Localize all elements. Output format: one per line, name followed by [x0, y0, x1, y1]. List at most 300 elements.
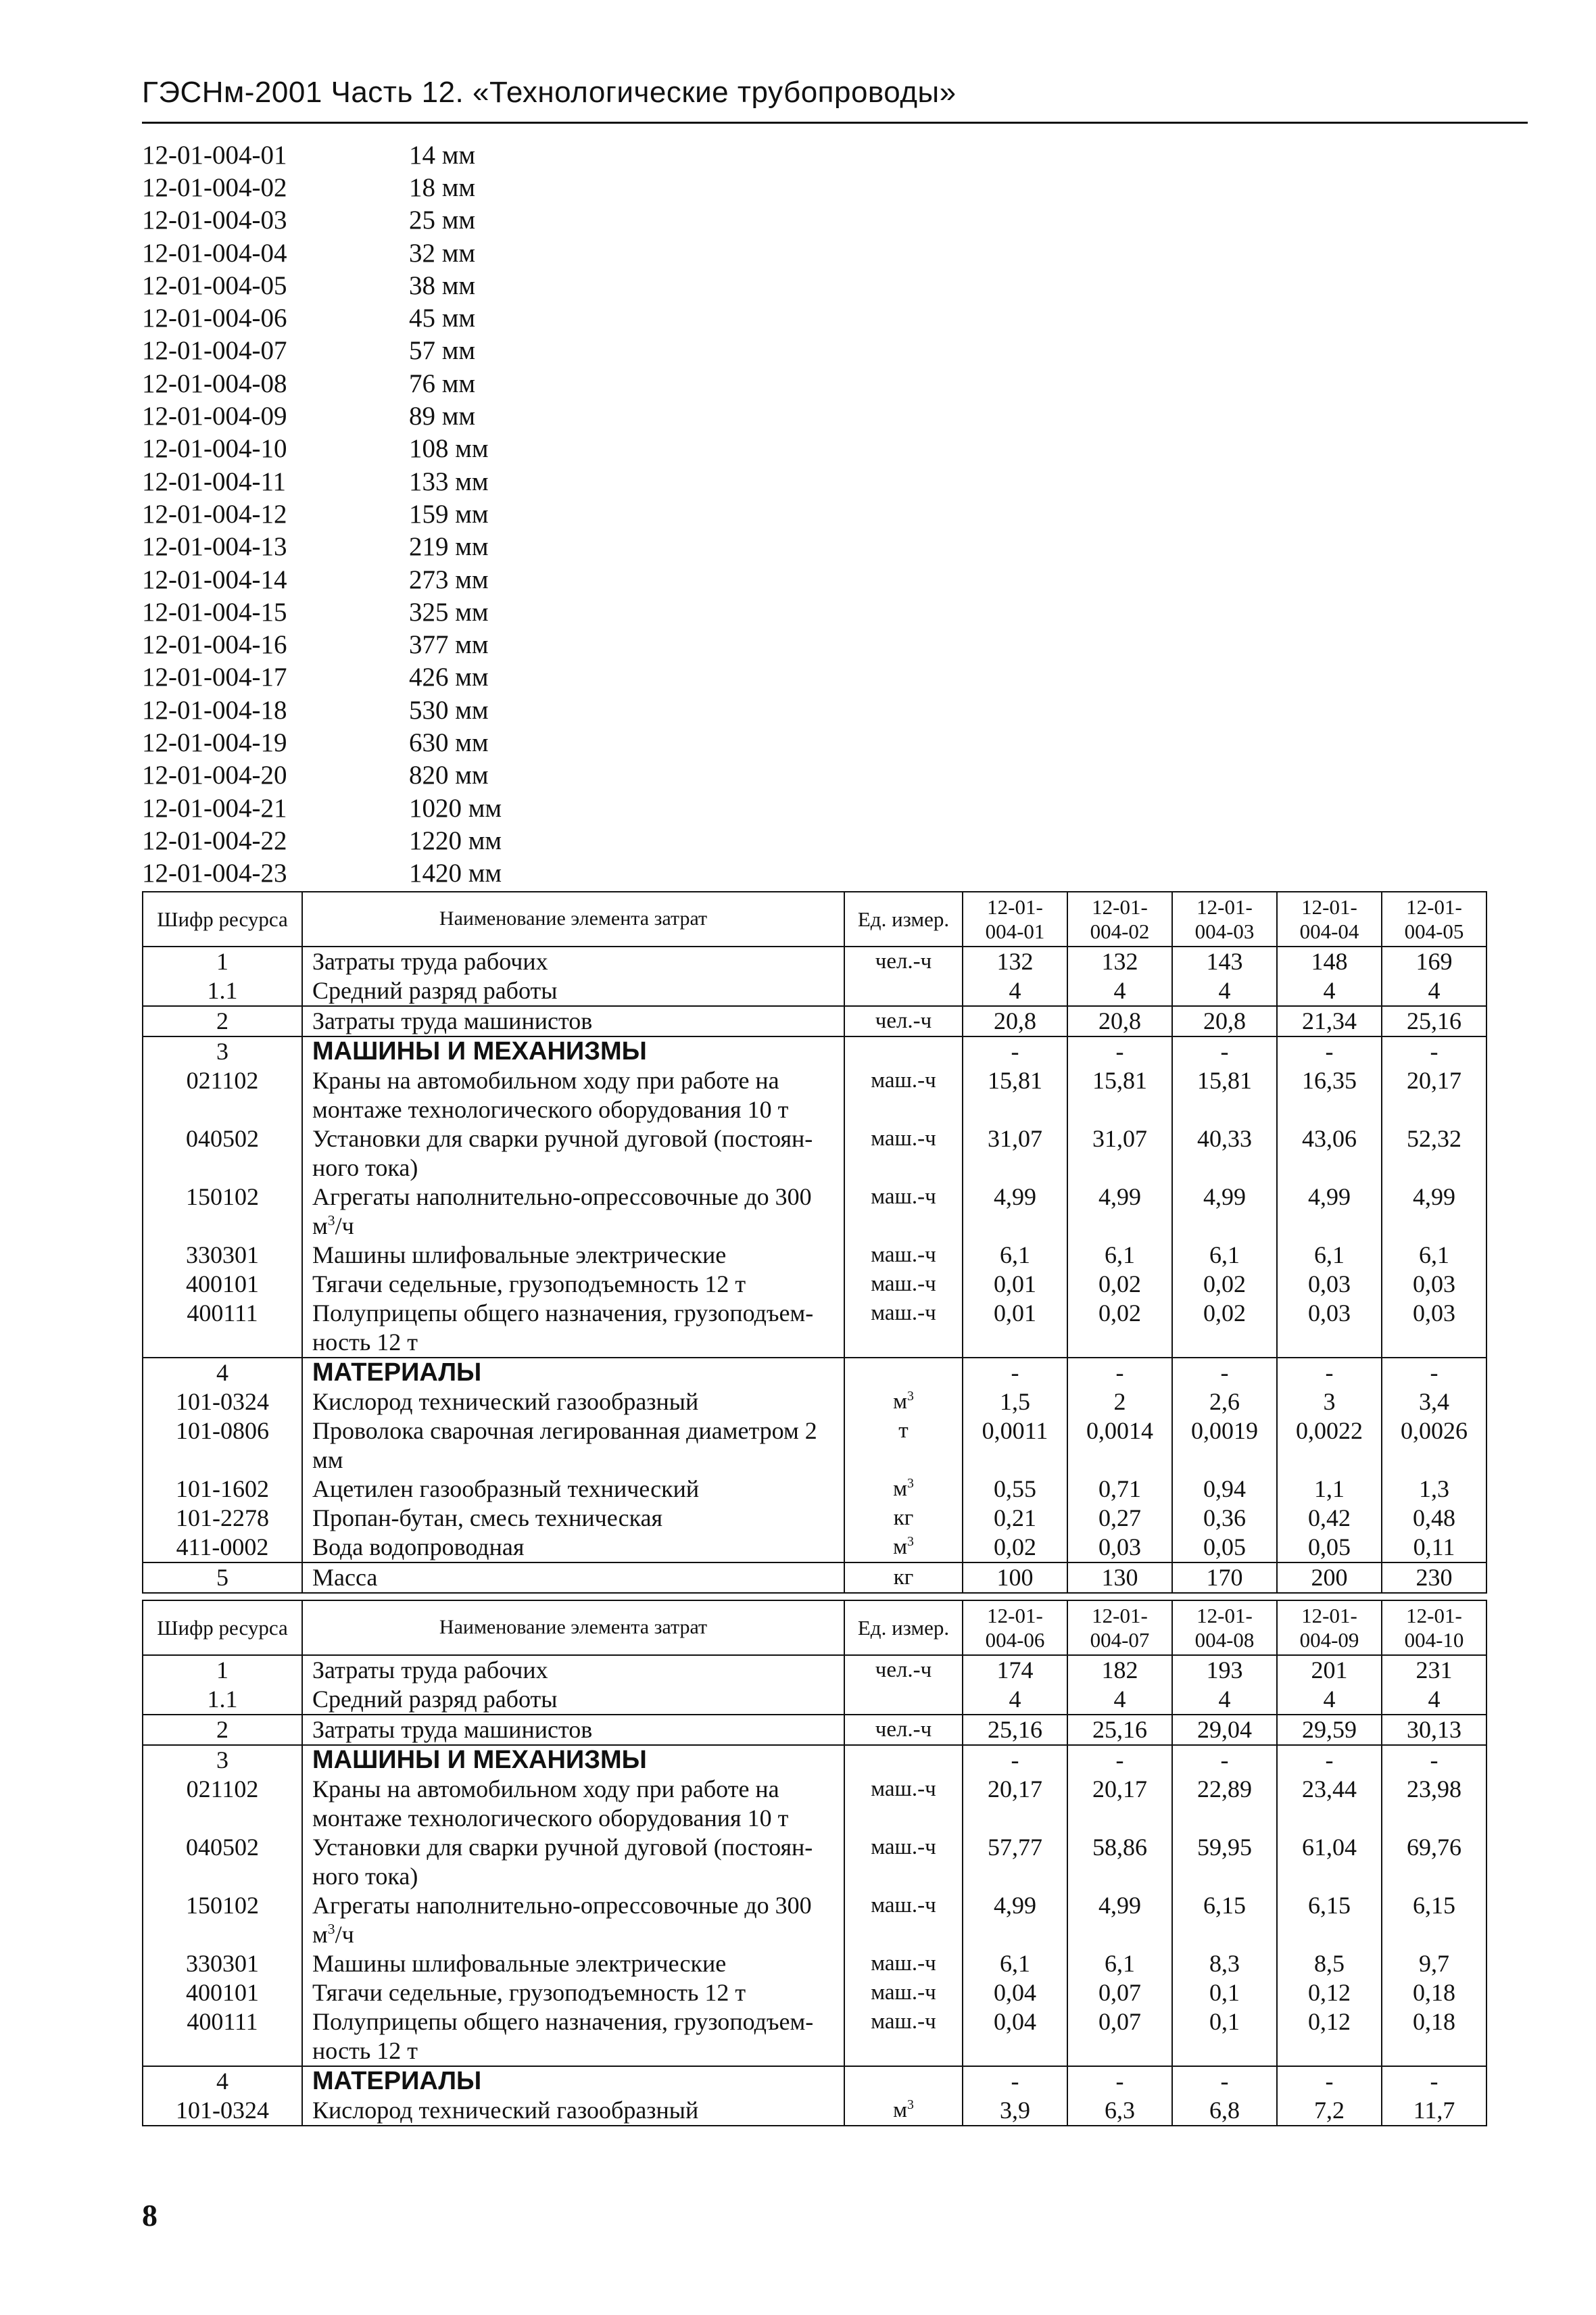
- unit-of-measure: [844, 1036, 963, 1066]
- unit-of-measure: [844, 1504, 963, 1533]
- norm-value: 0,0011: [963, 1416, 1067, 1475]
- norm-code: 12-01-004-12: [142, 499, 287, 529]
- code-list-item: [142, 367, 612, 400]
- norm-value: 0,03: [1382, 1270, 1486, 1299]
- unit-exponent: 3: [907, 1389, 914, 1404]
- header-unit: Ед. измер.: [844, 892, 963, 947]
- norm-value: 23,98: [1382, 1775, 1486, 1833]
- element-name: [302, 1387, 844, 1416]
- norm-column-line2: 004-02: [1090, 919, 1150, 943]
- norm-value: 4: [1172, 1685, 1277, 1715]
- cost-table-1: [142, 891, 1487, 1594]
- norm-value: 6,1: [1172, 1241, 1277, 1270]
- norm-value: -: [1277, 1358, 1382, 1387]
- norm-value: 231: [1382, 1655, 1486, 1685]
- norm-value: 0,1: [1172, 1978, 1277, 2007]
- element-name: [302, 1358, 844, 1387]
- unit-text: чел.-ч: [875, 1717, 932, 1742]
- norm-column-line2: 004-09: [1299, 1627, 1359, 1652]
- norm-value: 0,03: [1067, 1533, 1172, 1562]
- norm-value: 6,1: [963, 1241, 1067, 1270]
- norm-value: 59,95: [1172, 1833, 1277, 1891]
- element-name-line: ность 12 т: [312, 2037, 418, 2065]
- norm-code: 12-01-004-10: [142, 434, 287, 464]
- norm-code: 12-01-004-20: [142, 761, 287, 790]
- norm-value: 11,7: [1382, 2096, 1486, 2126]
- element-name: [302, 2096, 844, 2126]
- table-row: [143, 1715, 1486, 1745]
- resource-code: 400101: [143, 1978, 302, 2007]
- table-row: [143, 1475, 1486, 1504]
- pipe-diameter: 25 мм: [409, 206, 476, 235]
- element-name: [302, 1241, 844, 1270]
- code-list-item: [142, 237, 612, 269]
- norm-value: 4: [1067, 1685, 1172, 1715]
- resource-code: 400111: [143, 2007, 302, 2066]
- norm-value: 4,99: [1277, 1183, 1382, 1241]
- element-name: [302, 2066, 844, 2096]
- norm-value: 25,16: [1067, 1715, 1172, 1745]
- code-list-item: [142, 726, 612, 759]
- norm-value: 6,8: [1172, 2096, 1277, 2126]
- norm-value: -: [1277, 2066, 1382, 2096]
- unit-text: маш.-ч: [871, 1951, 936, 1976]
- element-name: [302, 976, 844, 1006]
- unit-of-measure: [844, 1066, 963, 1124]
- unit-of-measure: [844, 1562, 963, 1593]
- element-name-line: Ацетилен газообразный технический: [312, 1475, 700, 1503]
- unit-of-measure: [844, 1775, 963, 1833]
- norm-value: 25,16: [963, 1715, 1067, 1745]
- element-name: [302, 1066, 844, 1124]
- norm-value: 0,0026: [1382, 1416, 1486, 1475]
- norm-value: 0,0014: [1067, 1416, 1172, 1475]
- norm-code: 12-01-004-21: [142, 793, 287, 823]
- element-name-line: Пропан-бутан, смесь техническая: [312, 1504, 663, 1532]
- element-name: [302, 1978, 844, 2007]
- code-list-item: [142, 400, 612, 432]
- code-list-item: [142, 171, 612, 204]
- pipe-diameter: 57 мм: [409, 336, 476, 366]
- norm-code: 12-01-004-11: [142, 467, 287, 496]
- norm-value: 0,21: [963, 1504, 1067, 1533]
- norm-value: -: [1382, 1358, 1486, 1387]
- resource-code: 1.1: [143, 976, 302, 1006]
- norm-value: 0,1: [1172, 2007, 1277, 2066]
- norm-value: 29,04: [1172, 1715, 1277, 1745]
- element-name-line: ного тока): [312, 1863, 418, 1890]
- unit-of-measure: [844, 2066, 963, 2096]
- element-name-line: Тягачи седельные, грузоподъемность 12 т: [312, 1979, 746, 2007]
- unit-text: маш.-ч: [871, 1980, 936, 2005]
- table-row: [143, 1066, 1486, 1124]
- code-list-item: [142, 661, 612, 694]
- table-row: [143, 1183, 1486, 1241]
- unit-exponent: 3: [327, 1921, 335, 1938]
- header-norm-column: [1172, 892, 1277, 947]
- unit-of-measure: [844, 2096, 963, 2126]
- element-name-line: Масса: [312, 1564, 378, 1592]
- norm-value: 3,9: [963, 2096, 1067, 2126]
- norm-value: 57,77: [963, 1833, 1067, 1891]
- pipe-diameter: 325 мм: [409, 597, 489, 627]
- norm-value: 3,4: [1382, 1387, 1486, 1416]
- pipe-diameter: 38 мм: [409, 270, 476, 300]
- norm-value: -: [1382, 2066, 1486, 2096]
- code-list-item: [142, 792, 612, 824]
- norm-value: -: [1067, 1745, 1172, 1775]
- table-row: [143, 1775, 1486, 1833]
- unit-text: маш.-ч: [871, 1068, 936, 1093]
- pipe-diameter: 820 мм: [409, 761, 489, 790]
- resource-code: 1: [143, 947, 302, 976]
- resource-code: 400101: [143, 1270, 302, 1299]
- norm-code: 12-01-004-18: [142, 695, 287, 725]
- resource-code: 1.1: [143, 1685, 302, 1715]
- norm-value: 4: [1382, 976, 1486, 1006]
- unit-of-measure: [844, 1655, 963, 1685]
- norm-value: 170: [1172, 1562, 1277, 1593]
- resource-code: 150102: [143, 1183, 302, 1241]
- norm-value: 4: [1172, 976, 1277, 1006]
- table-header-row: [143, 1600, 1486, 1655]
- pipe-diameter: 219 мм: [409, 532, 489, 562]
- unit-of-measure: [844, 1533, 963, 1562]
- norm-code: 12-01-004-19: [142, 727, 287, 757]
- element-name: [302, 1891, 844, 1949]
- code-list-item: [142, 531, 612, 563]
- header-norm-column: [1277, 1600, 1382, 1655]
- resource-code: 4: [143, 2066, 302, 2096]
- element-name: [302, 1715, 844, 1745]
- norm-value: 143: [1172, 947, 1277, 976]
- unit-text: чел.-ч: [875, 1658, 932, 1683]
- norm-column-line2: 004-05: [1404, 919, 1464, 943]
- element-name-line: [312, 1212, 840, 1241]
- norm-value: 40,33: [1172, 1124, 1277, 1183]
- table-row: [143, 1416, 1486, 1475]
- norm-code: 12-01-004-13: [142, 532, 287, 562]
- norm-value: 2: [1067, 1387, 1172, 1416]
- unit-text: маш.-ч: [871, 1893, 936, 1918]
- norm-value: 52,32: [1382, 1124, 1486, 1183]
- norm-value: 15,81: [1067, 1066, 1172, 1124]
- table-row: [143, 1685, 1486, 1715]
- header-norm-column: [1067, 1600, 1172, 1655]
- unit-text: м: [893, 1477, 907, 1502]
- unit-text: маш.-ч: [871, 1272, 936, 1297]
- norm-value: 0,02: [1172, 1299, 1277, 1358]
- norm-value: 23,44: [1277, 1775, 1382, 1833]
- code-list-item: [142, 465, 612, 498]
- norm-code: 12-01-004-02: [142, 172, 287, 202]
- resource-code: 101-0324: [143, 1387, 302, 1416]
- header-unit: Ед. измер.: [844, 1600, 963, 1655]
- norm-value: 21,34: [1277, 1006, 1382, 1036]
- norm-value: 4,99: [1067, 1891, 1172, 1949]
- resource-code: 040502: [143, 1124, 302, 1183]
- norm-value: 43,06: [1277, 1124, 1382, 1183]
- norm-value: 4,99: [963, 1891, 1067, 1949]
- element-name-line: Затраты труда рабочих: [312, 948, 548, 976]
- header-norm-column: [963, 1600, 1067, 1655]
- norm-value: 0,11: [1382, 1533, 1486, 1562]
- element-name-line: Краны на автомобильном ходу при работе на: [312, 1775, 779, 1803]
- element-name: [302, 1655, 844, 1685]
- norm-code: 12-01-004-17: [142, 663, 287, 692]
- norm-value: 100: [963, 1562, 1067, 1593]
- norm-value: 0,0022: [1277, 1416, 1382, 1475]
- unit-of-measure: [844, 1183, 963, 1241]
- norm-value: 0,48: [1382, 1504, 1486, 1533]
- code-list-item: [142, 824, 612, 857]
- norm-code: 12-01-004-23: [142, 859, 287, 888]
- element-name-line: Затраты труда машинистов: [312, 1716, 593, 1744]
- element-name-line: Затраты труда машинистов: [312, 1007, 593, 1035]
- header-norm-column: [1067, 892, 1172, 947]
- unit-of-measure: [844, 1241, 963, 1270]
- norm-value: 6,1: [1277, 1241, 1382, 1270]
- element-name-line: Кислород технический газообразный: [312, 2097, 699, 2124]
- table-row: [143, 2007, 1486, 2066]
- resource-code: 2: [143, 1715, 302, 1745]
- unit-of-measure: [844, 2007, 963, 2066]
- element-name-line: Агрегаты наполнительно-опрессовочные до 300: [312, 1183, 812, 1211]
- norm-value: -: [1067, 1036, 1172, 1066]
- unit-of-measure: [844, 1715, 963, 1745]
- element-name-line: Средний разряд работы: [312, 977, 558, 1005]
- code-list-item: [142, 204, 612, 237]
- norm-value: 69,76: [1382, 1833, 1486, 1891]
- norm-value: -: [1382, 1745, 1486, 1775]
- norm-code: 12-01-004-06: [142, 304, 287, 333]
- element-name-line: мм: [312, 1446, 343, 1474]
- code-list-item: [142, 139, 612, 171]
- element-name: [302, 1124, 844, 1183]
- unit-of-measure: [844, 1891, 963, 1949]
- table-row: [143, 1036, 1486, 1066]
- norm-value: 0,71: [1067, 1475, 1172, 1504]
- norm-column-line2: 004-10: [1404, 1627, 1464, 1652]
- norm-value: 0,36: [1172, 1504, 1277, 1533]
- norm-value: 1,3: [1382, 1475, 1486, 1504]
- norm-column-line1: 12-01-: [1092, 895, 1148, 919]
- code-list-item: [142, 335, 612, 367]
- header-norm-column: [963, 892, 1067, 947]
- norm-column-line1: 12-01-: [1301, 1604, 1357, 1627]
- unit-of-measure: [844, 1270, 963, 1299]
- header-norm-column: [1277, 892, 1382, 947]
- unit-of-measure: [844, 1387, 963, 1416]
- norm-value: 0,03: [1277, 1299, 1382, 1358]
- element-name-line: Установки для сварки ручной дуговой (постоян-: [312, 1834, 813, 1861]
- norm-value: 6,15: [1277, 1891, 1382, 1949]
- norm-value: 0,94: [1172, 1475, 1277, 1504]
- unit-of-measure: [844, 1475, 963, 1504]
- code-list-item: [142, 694, 612, 726]
- element-name-line: [312, 1920, 840, 1949]
- norm-value: 8,5: [1277, 1949, 1382, 1978]
- element-name-line: МАШИНЫ И МЕХАНИЗМЫ: [312, 1746, 647, 1775]
- unit-text: м: [893, 1389, 907, 1414]
- element-name: [302, 1685, 844, 1715]
- norm-value: -: [1067, 2066, 1172, 2096]
- unit-text: м: [893, 1535, 907, 1560]
- table-row: [143, 947, 1486, 976]
- table-row: [143, 1533, 1486, 1562]
- table-row: [143, 976, 1486, 1006]
- element-name: [302, 1533, 844, 1562]
- norm-value: 132: [1067, 947, 1172, 976]
- norm-value: 20,8: [963, 1006, 1067, 1036]
- norm-value: 15,81: [1172, 1066, 1277, 1124]
- code-list-item: [142, 857, 612, 890]
- element-name-line: МАТЕРИАЛЫ: [312, 1358, 482, 1387]
- norm-value: 31,07: [963, 1124, 1067, 1183]
- norm-value: -: [963, 1745, 1067, 1775]
- table-row: [143, 1124, 1486, 1183]
- page-header: ГЭСНм-2001 Часть 12. «Технологические трубопроводы»: [142, 76, 957, 109]
- norm-value: 20,8: [1172, 1006, 1277, 1036]
- resource-code: 040502: [143, 1833, 302, 1891]
- norm-value: 31,07: [1067, 1124, 1172, 1183]
- norm-value: 15,81: [963, 1066, 1067, 1124]
- norm-value: 0,02: [1067, 1299, 1172, 1358]
- norm-column-line2: 004-03: [1194, 919, 1255, 943]
- norm-value: 30,13: [1382, 1715, 1486, 1745]
- table-row: [143, 1387, 1486, 1416]
- resource-code: 021102: [143, 1066, 302, 1124]
- header-element-name: Наименование элемента затрат: [302, 892, 844, 947]
- norm-value: 132: [963, 947, 1067, 976]
- norm-value: 0,55: [963, 1475, 1067, 1504]
- code-list-item: [142, 269, 612, 302]
- norm-value: 20,17: [1382, 1066, 1486, 1124]
- pipe-diameter: 426 мм: [409, 663, 489, 692]
- unit-letter: м: [312, 1921, 328, 1949]
- norm-value: 130: [1067, 1562, 1172, 1593]
- element-name: [302, 1504, 844, 1533]
- norm-value: 0,02: [1067, 1270, 1172, 1299]
- resource-code: 101-2278: [143, 1504, 302, 1533]
- unit-of-measure: [844, 1006, 963, 1036]
- element-name-line: Кислород технический газообразный: [312, 1388, 699, 1416]
- norm-value: 9,7: [1382, 1949, 1486, 1978]
- unit-text: маш.-ч: [871, 1777, 936, 1802]
- element-name-line: Краны на автомобильном ходу при работе на: [312, 1067, 779, 1095]
- norm-value: 2,6: [1172, 1387, 1277, 1416]
- unit-of-measure: [844, 1978, 963, 2007]
- code-list-item: [142, 302, 612, 334]
- pipe-diameter: 1020 мм: [409, 793, 502, 823]
- norm-value: 0,12: [1277, 1978, 1382, 2007]
- element-name: [302, 1475, 844, 1504]
- norm-value: -: [1277, 1745, 1382, 1775]
- resource-code: 150102: [143, 1891, 302, 1949]
- resource-code: 330301: [143, 1241, 302, 1270]
- norm-value: 200: [1277, 1562, 1382, 1593]
- element-name-line: Тягачи седельные, грузоподъемность 12 т: [312, 1270, 746, 1298]
- table-row: [143, 1978, 1486, 2007]
- norm-value: 193: [1172, 1655, 1277, 1685]
- table-row: [143, 1562, 1486, 1593]
- norm-value: -: [1172, 1358, 1277, 1387]
- resource-code: 4: [143, 1358, 302, 1387]
- norm-value: 16,35: [1277, 1066, 1382, 1124]
- norm-value: 4: [963, 1685, 1067, 1715]
- norm-column-line1: 12-01-: [1196, 1604, 1253, 1627]
- norm-value: -: [1172, 1036, 1277, 1066]
- norm-value: 6,3: [1067, 2096, 1172, 2126]
- norm-value: -: [963, 2066, 1067, 2096]
- header-norm-column: [1172, 1600, 1277, 1655]
- norm-value: 20,17: [1067, 1775, 1172, 1833]
- norm-value: 20,17: [963, 1775, 1067, 1833]
- element-name-line: Машины шлифовальные электрические: [312, 1950, 727, 1978]
- pipe-diameter: 1420 мм: [409, 859, 502, 888]
- norm-value: 61,04: [1277, 1833, 1382, 1891]
- element-name-line: Затраты труда рабочих: [312, 1656, 548, 1684]
- norm-value: -: [1172, 2066, 1277, 2096]
- norm-value: 25,16: [1382, 1006, 1486, 1036]
- element-name-line: Полуприцепы общего назначения, грузоподъем-: [312, 2008, 814, 2036]
- element-name: [302, 1036, 844, 1066]
- norm-code: 12-01-004-22: [142, 826, 287, 855]
- norm-value: 6,1: [1382, 1241, 1486, 1270]
- code-list-item: [142, 563, 612, 596]
- norm-value: 3: [1277, 1387, 1382, 1416]
- norm-value: -: [963, 1358, 1067, 1387]
- norm-value: 230: [1382, 1562, 1486, 1593]
- unit-exponent: 3: [907, 2097, 914, 2113]
- norm-value: 4: [1277, 976, 1382, 1006]
- element-name: [302, 1775, 844, 1833]
- norm-value: 0,42: [1277, 1504, 1382, 1533]
- table-header-row: [143, 892, 1486, 947]
- element-name: [302, 1006, 844, 1036]
- unit-of-measure: [844, 1745, 963, 1775]
- norm-value: 0,02: [1172, 1270, 1277, 1299]
- norm-value: 29,59: [1277, 1715, 1382, 1745]
- element-name: [302, 1270, 844, 1299]
- unit-text: маш.-ч: [871, 1835, 936, 1860]
- norm-code: 12-01-004-05: [142, 270, 287, 300]
- element-name: [302, 947, 844, 976]
- resource-code: 021102: [143, 1775, 302, 1833]
- norm-value: 4: [1277, 1685, 1382, 1715]
- table-row: [143, 1270, 1486, 1299]
- unit-text: кг: [893, 1506, 914, 1531]
- pipe-diameter: 45 мм: [409, 304, 476, 333]
- resource-code: 330301: [143, 1949, 302, 1978]
- element-name-line: Средний разряд работы: [312, 1686, 558, 1713]
- pipe-diameter: 1220 мм: [409, 826, 502, 855]
- code-list-item: [142, 433, 612, 465]
- norm-value: 169: [1382, 947, 1486, 976]
- table-row: [143, 2096, 1486, 2126]
- norm-value: 8,3: [1172, 1949, 1277, 1978]
- pipe-diameter: 32 мм: [409, 238, 476, 268]
- norm-value: 0,04: [963, 2007, 1067, 2066]
- element-name: [302, 1299, 844, 1358]
- norm-code: 12-01-004-15: [142, 597, 287, 627]
- table-row: [143, 1006, 1486, 1036]
- norm-code: 12-01-004-07: [142, 336, 287, 366]
- code-list-item: [142, 596, 612, 628]
- table-row: [143, 1358, 1486, 1387]
- unit-of-measure: [844, 976, 963, 1006]
- unit-exponent: 3: [907, 1534, 914, 1550]
